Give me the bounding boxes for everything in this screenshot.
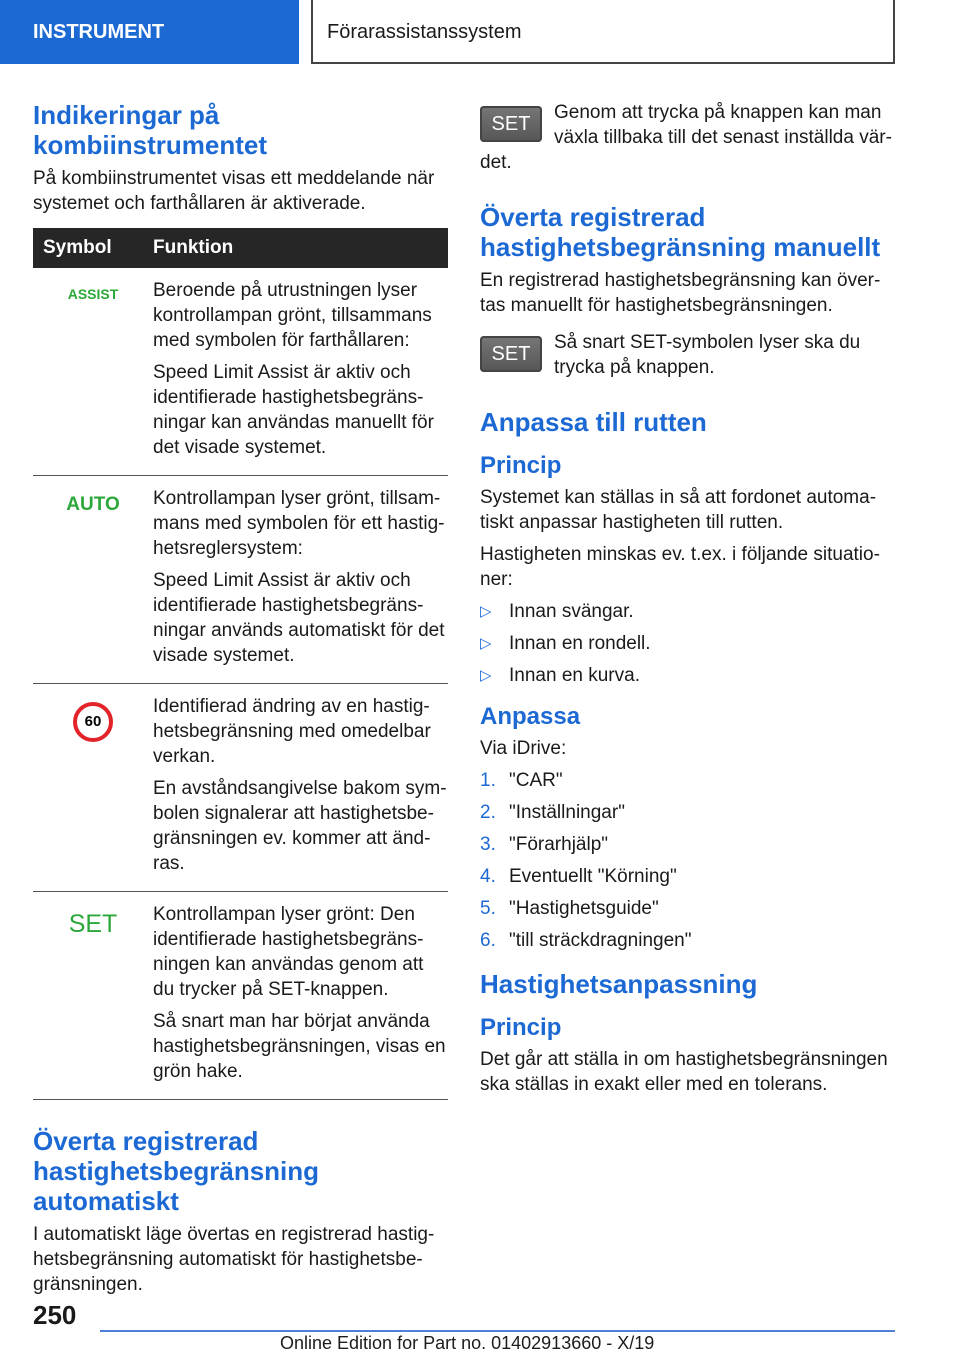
heading-route: Anpassa till rutten bbox=[480, 407, 707, 437]
step-text: "Hastighetsguide" bbox=[509, 898, 659, 919]
paragraph-set-press: Så snart SET-symbolen lyser ska du trycka på knappen. bbox=[554, 332, 861, 378]
set-button-icon: SET bbox=[480, 336, 542, 372]
auto-indicator-icon: AUTO bbox=[66, 494, 120, 515]
heading-adjust: Anpassa bbox=[480, 703, 581, 730]
paragraph-via: Via iDrive: bbox=[480, 738, 567, 759]
list-item bbox=[480, 896, 895, 921]
list-item bbox=[480, 599, 895, 624]
step-text: Eventuellt "Körning" bbox=[509, 866, 677, 887]
heading-manual-takeover: Överta registrerad hastighetsbegränsning manuellt bbox=[480, 202, 881, 262]
step-text: "Förarhjälp" bbox=[509, 834, 609, 855]
paragraph-auto-takeover: I automatiskt läge övertas en registrerad hastighetsbegränsning automatiskt för hastighetsbegränsningen. bbox=[33, 1224, 435, 1295]
steps-list bbox=[480, 768, 895, 953]
step-text: "Inställningar" bbox=[509, 802, 625, 823]
row-text: Identifierad ändring av en hastighetsbegränsning med omedelbar verkan. bbox=[153, 696, 431, 767]
heading-principle: Princip bbox=[480, 452, 562, 479]
section-tab: INSTRUMENT bbox=[0, 0, 299, 64]
row-text: Speed Limit Assist är aktiv och identifierade hastighetsbegränsningar används automatiskt för det visade systemet. bbox=[153, 570, 445, 666]
paragraph-principle-2: Det går att ställa in om hastighetsbegränsningen ska ställas in exakt eller med en tolerans. bbox=[480, 1049, 888, 1095]
row-text: Beroende på utrustningen lyser kontrollampan grönt, tillsammans med symbolen för farthållaren: bbox=[153, 280, 432, 351]
heading-indicators: Indikeringar på kombiinstrumentet bbox=[33, 100, 268, 160]
row-text: Så snart man har börjat använda hastighetsbegränsningen, visas en grön hake. bbox=[153, 1011, 446, 1082]
list-item bbox=[480, 768, 895, 793]
list-item bbox=[480, 631, 895, 656]
row-text: En avståndsangivelse bakom symbolen signalerar att hastighetsbegränsningen ev. kommer att ändras. bbox=[153, 778, 447, 874]
row-text: Kontrollampan lyser grönt, tillsammans med symbolen för ett hastighetsreglersystem: bbox=[153, 488, 445, 559]
table-row bbox=[33, 268, 448, 476]
table-row bbox=[33, 892, 448, 1100]
row-text: Speed Limit Assist är aktiv och identifierade hastighetsbegränsningar kan användas manuellt för det visade systemet. bbox=[153, 362, 434, 458]
set-indicator-icon: SET bbox=[68, 910, 118, 938]
table-header-symbol: Symbol bbox=[33, 228, 153, 268]
paragraph-set-back: Genom att trycka på knappen kan man växla tillbaka till det senast inställda värdet. bbox=[480, 102, 892, 173]
list-item-text: Innan svängar. bbox=[509, 601, 634, 622]
heading-principle-2: Princip bbox=[480, 1014, 562, 1041]
step-text: "CAR" bbox=[509, 770, 563, 791]
step-number: 1. bbox=[480, 770, 496, 791]
step-number: 2. bbox=[480, 802, 496, 823]
triangle-bullet-icon: ▷ bbox=[480, 667, 492, 684]
page-number: 250 bbox=[33, 1300, 77, 1330]
step-number: 4. bbox=[480, 866, 496, 887]
table-row bbox=[33, 684, 448, 892]
paragraph-manual-takeover: En registrerad hastighetsbegränsning kan övertas manuellt för hastighetsbegränsningen. bbox=[480, 270, 881, 316]
triangle-bullet-icon: ▷ bbox=[480, 603, 492, 620]
symbol-table bbox=[33, 228, 448, 1100]
heading-speed-adjustment: Hastighetsanpassning bbox=[480, 969, 758, 999]
list-item bbox=[480, 832, 895, 857]
set-button-icon: SET bbox=[480, 106, 542, 142]
list-item bbox=[480, 663, 895, 688]
table-row bbox=[33, 476, 448, 684]
list-item-text: Innan en kurva. bbox=[509, 665, 640, 686]
step-number: 6. bbox=[480, 930, 496, 951]
heading-auto-takeover: Överta registrerad hastighetsbegränsning automatiskt bbox=[33, 1126, 320, 1216]
situation-list bbox=[480, 599, 895, 688]
triangle-bullet-icon: ▷ bbox=[480, 635, 492, 652]
paragraph-principle: Systemet kan ställas in så att fordonet automatiskt anpassar hastigheten till rutten. bbox=[480, 487, 877, 533]
step-number: 5. bbox=[480, 898, 496, 919]
row-text: Kontrollampan lyser grönt: Den identifierade hastighetsbegränsningen kan användas genom att du trycker på SET-knappen. bbox=[153, 904, 424, 1000]
assist-indicator-icon: ASSIST bbox=[67, 286, 119, 302]
paragraph-reduce: Hastigheten minskas ev. t.ex. i följande situationer: bbox=[480, 544, 880, 590]
paragraph-indicators: På kombiinstrumentet visas ett meddelande när systemet och farthållaren är aktiverade. bbox=[33, 168, 435, 214]
right-column bbox=[480, 100, 895, 1104]
footer-edition: Online Edition for Part no. 01402913660 - X/19 bbox=[280, 1333, 655, 1353]
speed-limit-sign-icon: 60 bbox=[73, 702, 113, 742]
list-item bbox=[480, 928, 895, 953]
left-column bbox=[33, 100, 448, 1304]
step-text: "till sträckdragningen" bbox=[509, 930, 692, 951]
step-number: 3. bbox=[480, 834, 496, 855]
chapter-title: Förarassistanssystem bbox=[311, 0, 895, 64]
footer-divider bbox=[100, 1330, 895, 1332]
list-item bbox=[480, 800, 895, 825]
list-item-text: Innan en rondell. bbox=[509, 633, 651, 654]
table-header-function: Funktion bbox=[153, 228, 448, 268]
list-item bbox=[480, 864, 895, 889]
